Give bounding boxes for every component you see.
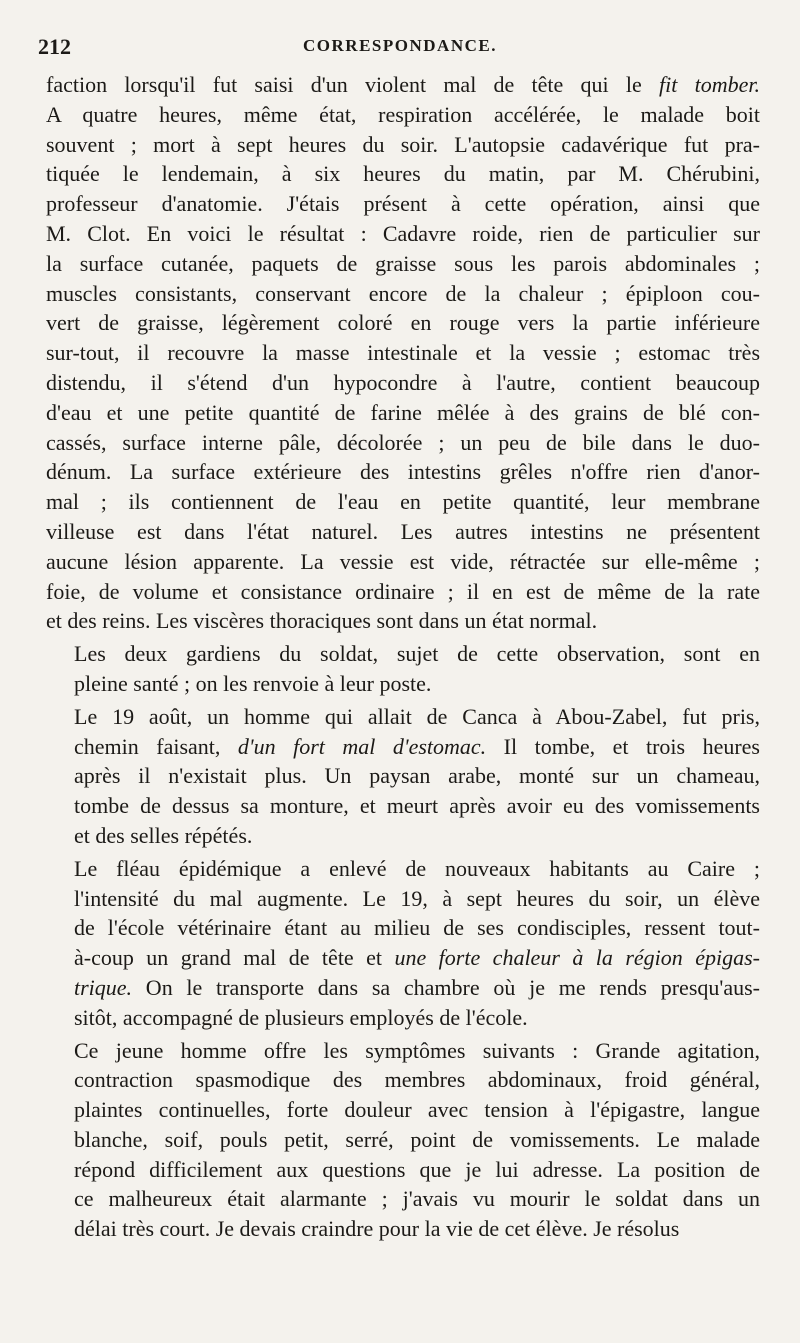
paragraph [46,702,760,851]
text-run: l'intensité du mal augmente. Le 19, à sept heures du soir, un élève [74,885,760,911]
text-run: Il tombe, et trois heures [486,733,760,759]
page-number: 212 [38,34,71,59]
text-run: après il n'existait plus. Un paysan arabe, monté sur un chameau, [74,763,760,789]
text-line [46,1125,760,1155]
text-line [46,547,760,577]
text-line [46,702,760,732]
text-run: cassés, surface interne pâle, décolorée ; un peu de bile dans le duo- [46,429,760,455]
paragraph [46,854,760,1033]
italic-run: trique. [74,974,133,1000]
text-run: Les deux gardiens du soldat, sujet de cette observation, sont en [74,641,760,667]
text-line [46,884,760,914]
text-line [46,1065,760,1095]
text-run: tiquée le lendemain, à six heures du matin, par M. Chérubini, [46,161,760,187]
text-line [46,943,760,973]
text-line [46,70,760,100]
text-run: M. Clot. En voici le résultat : Cadavre roide, rien de particulier sur [46,220,760,246]
text-run: tombe de dessus sa monture, et meurt après avoir eu des vomissements [74,793,760,819]
text-line [46,517,760,547]
text-run: la surface cutanée, paquets de graisse sous les parois abdominales ; [46,250,760,276]
text-line [46,457,760,487]
text-run: foie, de volume et consistance ordinaire ; il en est de même de la rate [46,578,760,604]
text-run: On le transporte dans sa chambre où je me rends presqu'aus- [132,974,760,1000]
text-line [46,606,760,636]
text-run: faction lorsqu'il fut saisi d'un violent mal de tête qui le [46,72,660,97]
text-line [46,398,760,428]
text-run: contraction spasmodique des membres abdominaux, froid général, [74,1067,760,1093]
text-line [46,577,760,607]
text-line [46,732,760,762]
running-title: CORRESPONDANCE. [303,36,497,55]
text-line [46,1036,760,1066]
text-run: sur-tout, il recouvre la masse intestinale et la vessie ; estomac très [46,340,760,366]
text-line [46,1095,760,1125]
text-run: vert de graisse, légèrement coloré en rouge vers la partie inférieure [46,310,760,336]
italic-run: d'un fort mal d'estomac. [237,733,487,759]
paragraph [46,639,760,699]
text-line [46,130,760,160]
text-run: de l'école vétérinaire étant au milieu de ses condisciples, ressent tout- [74,915,760,941]
text-line [46,487,760,517]
text-run: à-coup un grand mal de tête et [74,945,395,971]
text-line [46,189,760,219]
text-line [46,973,760,1003]
text-line [46,159,760,189]
text-line [46,669,760,699]
text-run: blanche, soif, pouls petit, serré, point de vomissements. Le malade [74,1126,760,1152]
italic-run: une forte chaleur à la région épigas- [394,945,760,971]
text-run: répond difficilement aux questions que je lui adresse. La position de [74,1156,760,1182]
text-line [46,308,760,338]
text-line [46,1155,760,1185]
text-line [46,1003,760,1033]
text-run: muscles consistants, conservant encore de la chaleur ; épiploon cou- [46,280,760,306]
text-line [46,249,760,279]
text-run: pleine santé ; on les renvoie à leur poste. [74,670,432,696]
text-line [46,639,760,669]
text-run: Ce jeune homme offre les symptômes suivants : Grande agitation, [74,1037,760,1063]
text-line [46,1214,760,1244]
text-run: Le 19 août, un homme qui allait de Canca à Abou-Zabel, fut pris, [74,703,760,729]
text-run: aucune lésion apparente. La vessie est vide, rétractée sur elle-même ; [46,548,760,574]
text-line [46,1184,760,1214]
text-line [46,338,760,368]
text-run: ce malheureux était alarmante ; j'avais vu mourir le soldat dans un [74,1186,760,1212]
text-line [46,791,760,821]
text-line [46,428,760,458]
text-run: Le fléau épidémique a enlevé de nouveaux habitants au Caire ; [74,855,760,881]
text-line [46,279,760,309]
paragraph [46,1036,760,1245]
text-line [46,854,760,884]
text-run: villeuse est dans l'état naturel. Les autres intestins ne présentent [46,518,760,544]
text-run: A quatre heures, même état, respiration accélérée, le malade boit [46,101,760,127]
text-run: et des reins. Les viscères thoraciques sont dans un état normal. [46,608,598,634]
running-head [38,34,762,64]
italic-run: fit tomber. [659,72,760,97]
text-run: plaintes continuelles, forte douleur avec tension à l'épigastre, langue [74,1097,760,1123]
text-run: professeur d'anatomie. J'étais présent à cette opération, ainsi que [46,191,760,217]
text-run: sitôt, accompagné de plusieurs employés de l'école. [74,1004,528,1030]
body-text [46,70,760,1244]
text-run: chemin faisant, [74,733,238,759]
text-run: délai très court. Je devais craindre pour la vie de cet élève. Je résolus [74,1216,680,1242]
paragraph [46,70,760,636]
text-run: souvent ; mort à sept heures du soir. L'autopsie cadavérique fut pra- [46,131,760,157]
text-line [46,100,760,130]
text-line [46,368,760,398]
text-line [46,821,760,851]
text-run: mal ; ils contiennent de l'eau en petite quantité, leur membrane [46,489,760,515]
text-run: d'eau et une petite quantité de farine mêlée à des grains de blé con- [46,399,760,425]
text-line [46,913,760,943]
text-line [46,219,760,249]
text-run: dénum. La surface extérieure des intestins grêles n'offre rien d'anor- [46,459,760,485]
text-run: distendu, il s'étend d'un hypocondre à l'autre, contient beaucoup [46,369,760,395]
text-line [46,761,760,791]
text-run: et des selles répétés. [74,822,253,848]
